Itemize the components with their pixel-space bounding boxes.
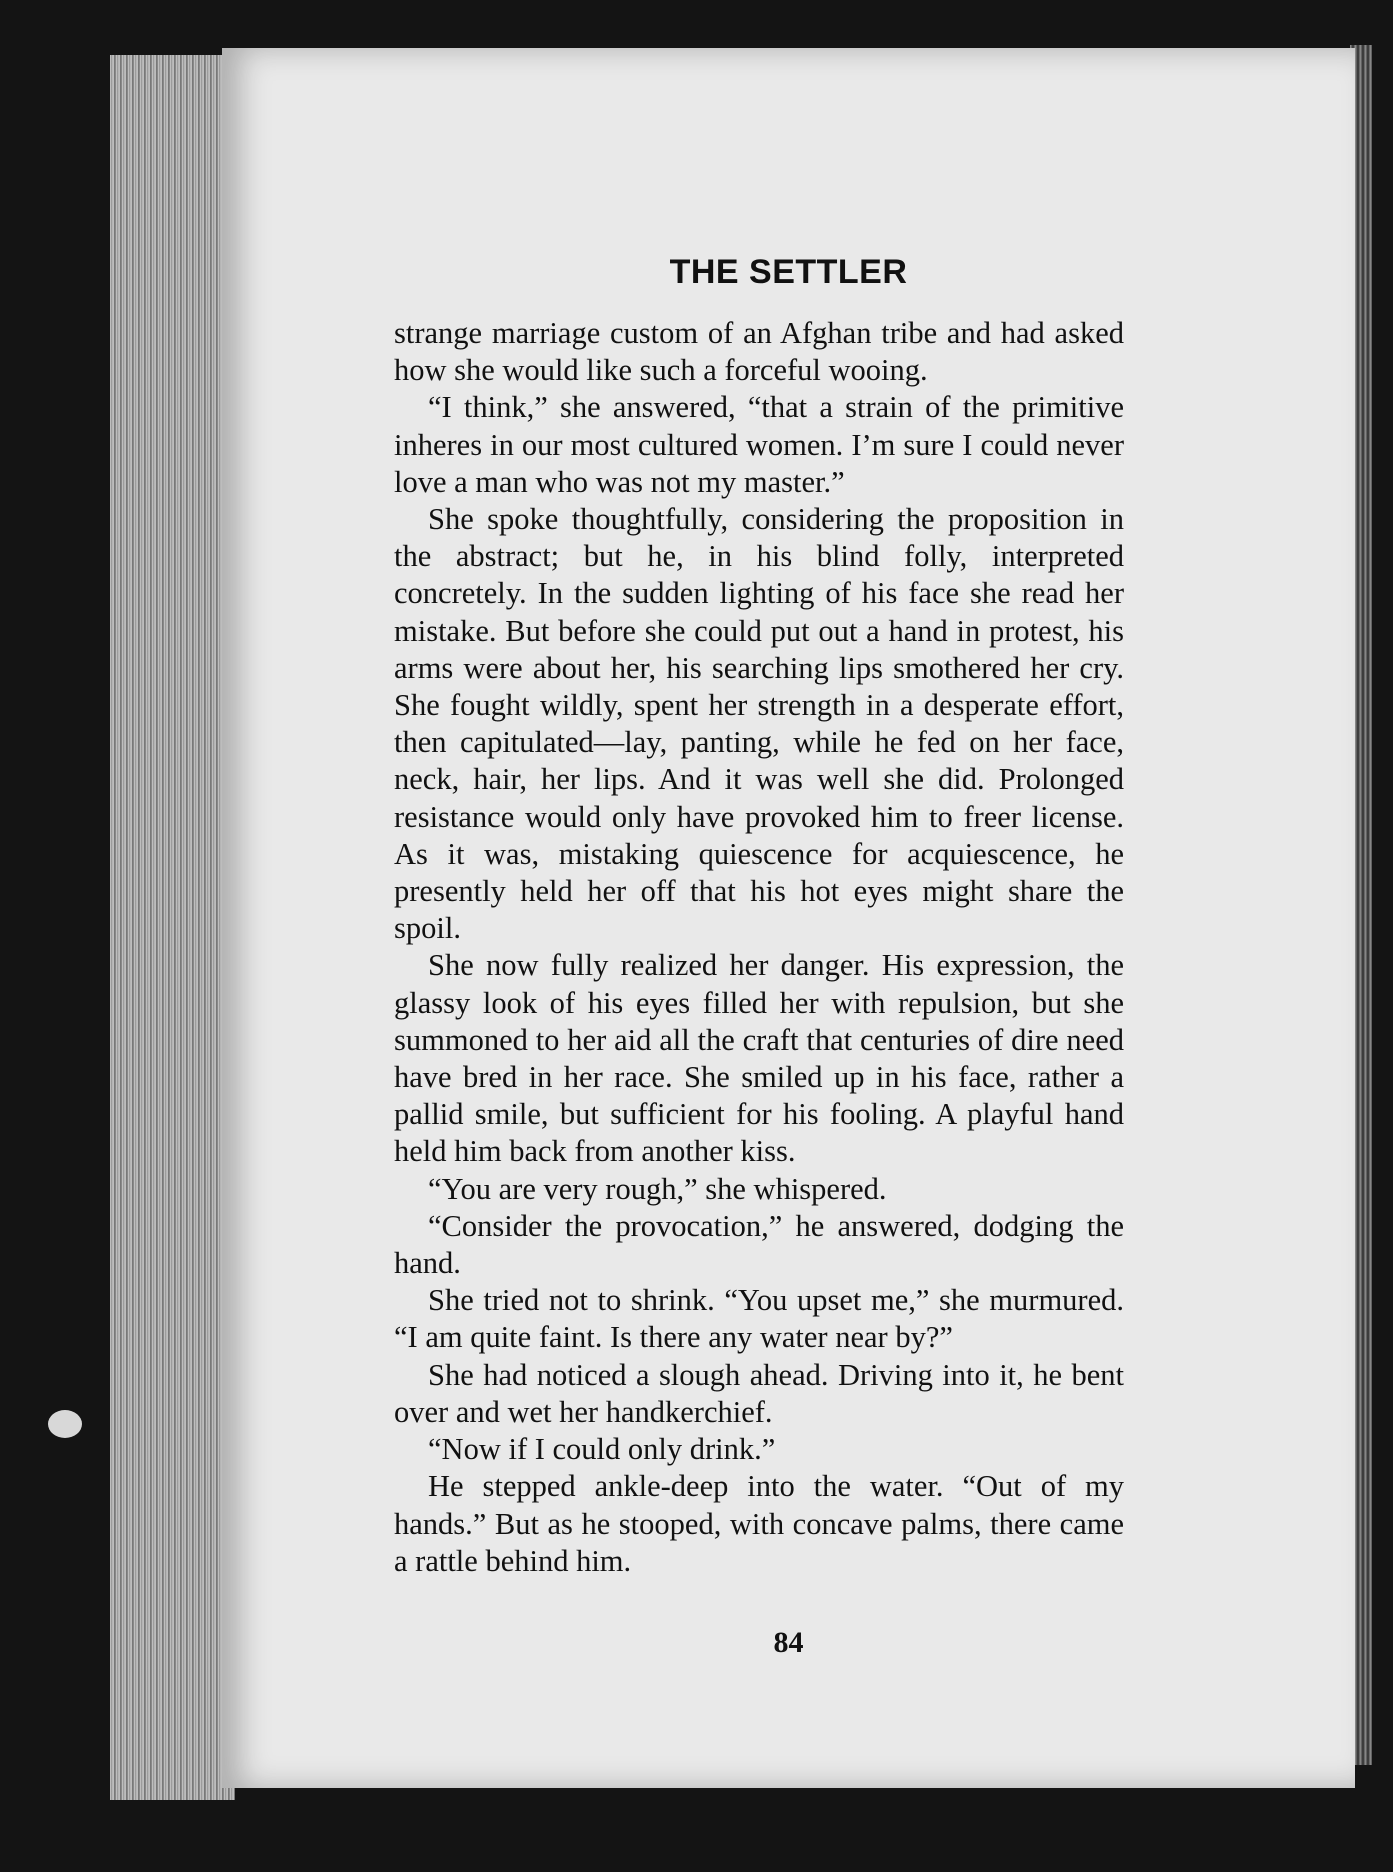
page-block-edge-left [110,55,235,1800]
paragraph: “Consider the provocation,” he answered, dodging the hand. [394,1208,1124,1281]
paragraph: “Now if I could only drink.” [428,1432,776,1467]
paragraph: “I think,” she answered, “that a strain of the primitive inheres in our most cultured women. I’m sure I could never love a man who was not my master.” [394,390,1124,499]
book-page [222,48,1355,1788]
page-number: 84 [773,1626,804,1659]
paragraph: She spoke thoughtfully, considering the proposition in the abstract; but he, in his blind folly, interpreted concretely. In the sudden lighting of his face she read her mistake. But before she could put out a hand in protest, his arms were about her, his searching lips smothered her cry. She fought wildly, spent her strength in a desperate effort, then capitulated—lay, panting, while he fed on her face, neck, hair, her lips. And it was well she did. Prolonged resistance would only have provoked him to freer license. As it was, mistaking quiescence for acquiescence, he presently held her off that his hot eyes might share the spoil. [394,502,1124,946]
paragraph: strange marriage custom of an Afghan tribe and had asked how she would like such a forceful wooing. [394,316,1124,388]
page-body-text [394,315,1124,1580]
paragraph: He stepped ankle-deep into the water. “Out of my hands.” But as he stooped, with concave palms, there came a rattle behind him. [394,1469,1124,1578]
scan-speck [48,1410,82,1438]
paragraph: “You are very rough,” she whispered. [428,1171,887,1206]
paragraph: She had noticed a slough ahead. Driving into it, he bent over and wet her handkerchief. [394,1357,1124,1429]
paragraph: She now fully realized her danger. His expression, the glassy look of his eyes filled her with repulsion, but she summoned to her aid all the craft that centuries of dire need have bred in her race. She smiled up in his face, rather a pallid smile, but sufficient for his fooling. A playful hand held him back from another kiss. [394,948,1124,1169]
paragraph: She tried not to shrink. “You upset me,” she murmured. “I am quite faint. Is there any water near by?” [394,1283,1124,1355]
running-head: THE SETTLER [669,253,908,291]
